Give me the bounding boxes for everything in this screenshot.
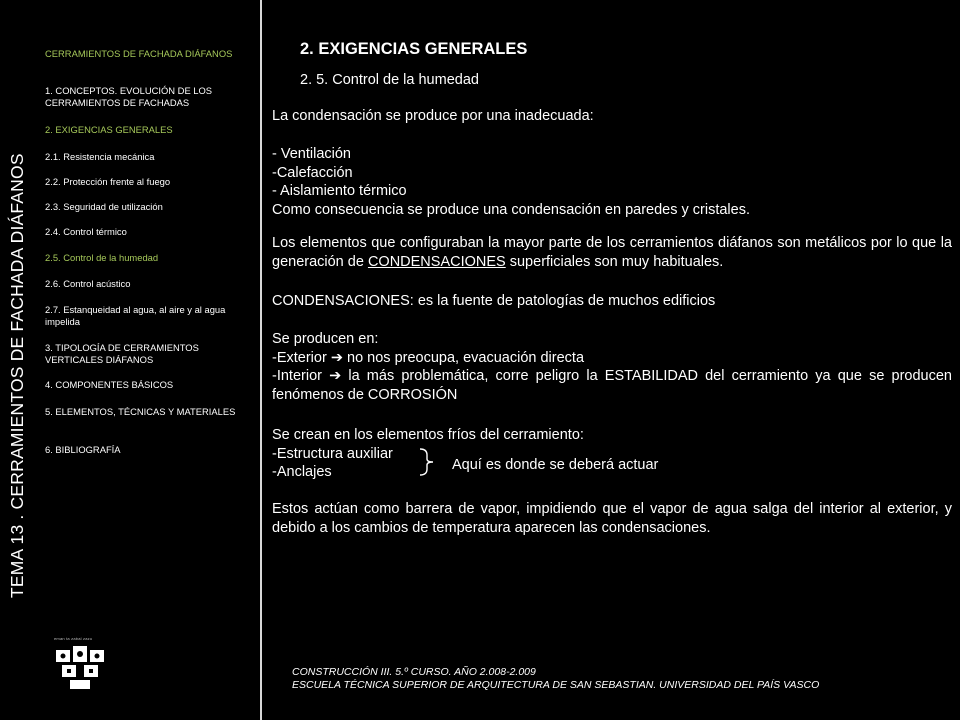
sidebar-divider [260, 0, 262, 720]
list-item: - Aislamiento térmico [272, 183, 407, 199]
exterior-item: -Exterior ➔ no nos preocupa, evacuación directa [272, 349, 585, 366]
list-item: -Anclajes [272, 464, 332, 480]
footer-course: CONSTRUCCIÓN III. 5.º CURSO. AÑO 2.008-2.009 [292, 666, 536, 678]
sidebar-item-section-title[interactable]: CERRAMIENTOS DE FACHADA DIÁFANOS [45, 48, 233, 59]
sidebar-item-bibliografia[interactable]: 6. BIBLIOGRAFÍA [45, 444, 121, 455]
brace-icon [418, 448, 438, 476]
conclusion-paragraph: Estos actúan como barrera de vapor, impidiendo que el vapor de agua salga del interior al exterior, y debido a los cambios de temperatura aparecen las condensaciones. [272, 501, 952, 536]
metal-elements-paragraph: Los elementos que configuraban la mayor parte de los cerramientos diáfanos son metálicos por lo que la generación de CONDENSACIONES superficiales son muy habituales. [272, 235, 952, 270]
cold-elements-paragraph: Se crean en los elementos fríos del cerramiento: -Estructura auxiliar -Anclajes [272, 426, 952, 482]
footer [292, 666, 819, 692]
sidebar-item-resistencia-mecanica[interactable]: 2.1. Resistencia mecánica [45, 151, 155, 162]
sidebar-item-control-termico[interactable]: 2.4. Control térmico [45, 226, 127, 237]
footer-school: ESCUELA TÉCNICA SUPERIOR DE ARQUITECTURA DE SAN SEBASTIAN. UNIVERSIDAD DEL PAÍS VASCO [292, 679, 820, 691]
sidebar-item-componentes[interactable]: 4. COMPONENTES BÁSICOS [45, 379, 174, 390]
intro-paragraph: La condensación se produce por una inadecuada: [272, 108, 594, 124]
occurrence-paragraph: Se producen en: -Exterior ➔ no nos preocupa, evacuación directa -Interior ➔ la más problemática, corre peligro la ESTABILIDAD del cerramiento ya que se producen fenómenos de CORROSIÓN [272, 331, 952, 403]
condensaciones-underlined: CONDENSACIONES [367, 253, 506, 270]
page-title: 2. EXIGENCIAS GENERALES [300, 40, 528, 58]
sidebar-item-seguridad-utilizacion[interactable]: 2.3. Seguridad de utilización [45, 201, 163, 212]
sidebar-item-exigencias-generales[interactable]: 2. EXIGENCIAS GENERALES [45, 124, 173, 135]
sidebar-item-elementos[interactable]: 5. ELEMENTOS, TÉCNICAS Y MATERIALES [45, 406, 236, 417]
action-note: Aquí es donde se deberá actuar [452, 457, 659, 473]
sidebar-item-proteccion-fuego[interactable]: 2.2. Protección frente al fuego [45, 176, 171, 187]
list-item: -Estructura auxiliar [272, 445, 393, 462]
causes-list [272, 145, 952, 219]
sidebar-item-tipologia[interactable]: 3. TIPOLOGÍA DE CERRAMIENTOS VERTICALES DIÁFANOS [45, 342, 199, 365]
vertical-course-title: TEMA 13 . CERRAMIENTOS DE FACHADA DIÁFANOS [7, 153, 27, 598]
logo-motto: eman ta zabal zazu [54, 636, 93, 641]
list-item: - Ventilación [272, 146, 351, 162]
list-item: -Calefacción [272, 164, 353, 181]
sidebar-item-estanqueidad[interactable]: 2.7. Estanqueidad al agua, al aire y al agua impelida [45, 304, 226, 327]
university-logo [50, 636, 110, 692]
arrow-right-icon: ➔ [329, 368, 342, 384]
sidebar-item-control-acustico[interactable]: 2.6. Control acústico [45, 278, 131, 289]
sidebar-item-conceptos[interactable]: 1. CONCEPTOS. EVOLUCIÓN DE LOS CERRAMIENTOS DE FACHADAS [45, 85, 213, 108]
condensaciones-definition: CONDENSACIONES: es la fuente de patologías de muchos edificios [272, 293, 716, 309]
arrow-right-icon: ➔ [330, 349, 343, 366]
section-subtitle: 2. 5. Control de la humedad [300, 72, 479, 88]
sidebar-item-control-humedad[interactable]: 2.5. Control de la humedad [45, 252, 159, 263]
interior-item: -Interior ➔ la más problemática, corre peligro la ESTABILIDAD del cerramiento ya que se producen fenómenos de CORROSIÓN [272, 368, 952, 403]
consequence-text: Como consecuencia se produce una condensación en paredes y cristales. [272, 201, 750, 218]
